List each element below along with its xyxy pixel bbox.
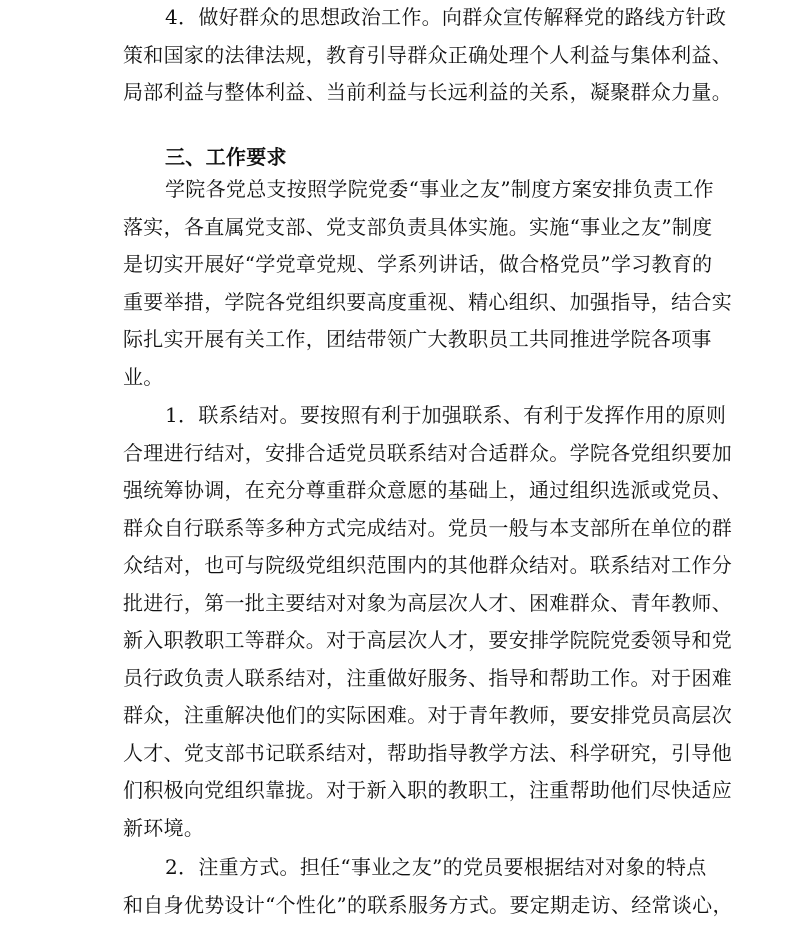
text-line: 合理进行结对，安排合适党员联系结对合适群众。学院各党组织要加	[123, 441, 732, 465]
text-line: 群众自行联系等多种方式完成结对。党员一般与本支部所在单位的群	[123, 516, 732, 540]
text-line: 学院各党总支按照学院党委“事业之友”制度方案安排负责工作	[165, 177, 714, 201]
text-line: 批进行，第一批主要结对对象为高层次人才、困难群众、青年教师、	[123, 591, 732, 615]
text-line: 和自身优势设计“个性化”的联系服务方式。要定期走访、经常谈心，	[123, 893, 733, 917]
text-line: 业。	[123, 365, 164, 389]
text-line: 策和国家的法律法规，教育引导群众正确处理个人利益与集体利益、	[123, 43, 732, 67]
text-line: 是切实开展好“学党章党规、学系列讲话，做合格党员”学习教育的	[123, 252, 713, 276]
text-line: 们积极向党组织靠拢。对于新入职的教职工，注重帮助他们尽快适应	[123, 778, 732, 802]
text-line: 人才、党支部书记联系结对，帮助指导教学方法、科学研究，引导他	[123, 741, 732, 765]
text-line: 际扎实开展有关工作，团结带领广大教职员工共同推进学院各项事	[123, 327, 712, 351]
text-line: 4．做好群众的思想政治工作。向群众宣传解释党的路线方针政	[165, 5, 727, 29]
text-line: 众结对，也可与院级党组织范围内的其他群众结对。联系结对工作分	[123, 553, 732, 577]
text-line: 重要举措，学院各党组织要高度重视、精心组织、加强指导，结合实	[123, 290, 732, 314]
text-line: 2．注重方式。担任“事业之友”的党员要根据结对对象的特点	[165, 855, 707, 879]
text-line: 员行政负责人联系结对，注重做好服务、指导和帮助工作。对于困难	[123, 666, 732, 690]
text-line: 新入职教职工等群众。对于高层次人才，要安排学院院党委领导和党	[123, 628, 732, 652]
text-line: 强统筹协调，在充分尊重群众意愿的基础上，通过组织选派或党员、	[123, 478, 732, 502]
section-heading: 三、工作要求	[165, 145, 287, 169]
text-line: 落实，各直属党支部、党支部负责具体实施。实施“事业之友”制度	[123, 215, 713, 239]
text-line: 群众，注重解决他们的实际困难。对于青年教师，要安排党员高层次	[123, 703, 732, 727]
text-line: 新环境。	[123, 816, 205, 840]
text-line: 1．联系结对。要按照有利于加强联系、有利于发挥作用的原则	[165, 403, 727, 427]
text-line: 局部利益与整体利益、当前利益与长远利益的关系，凝聚群众力量。	[123, 80, 732, 104]
